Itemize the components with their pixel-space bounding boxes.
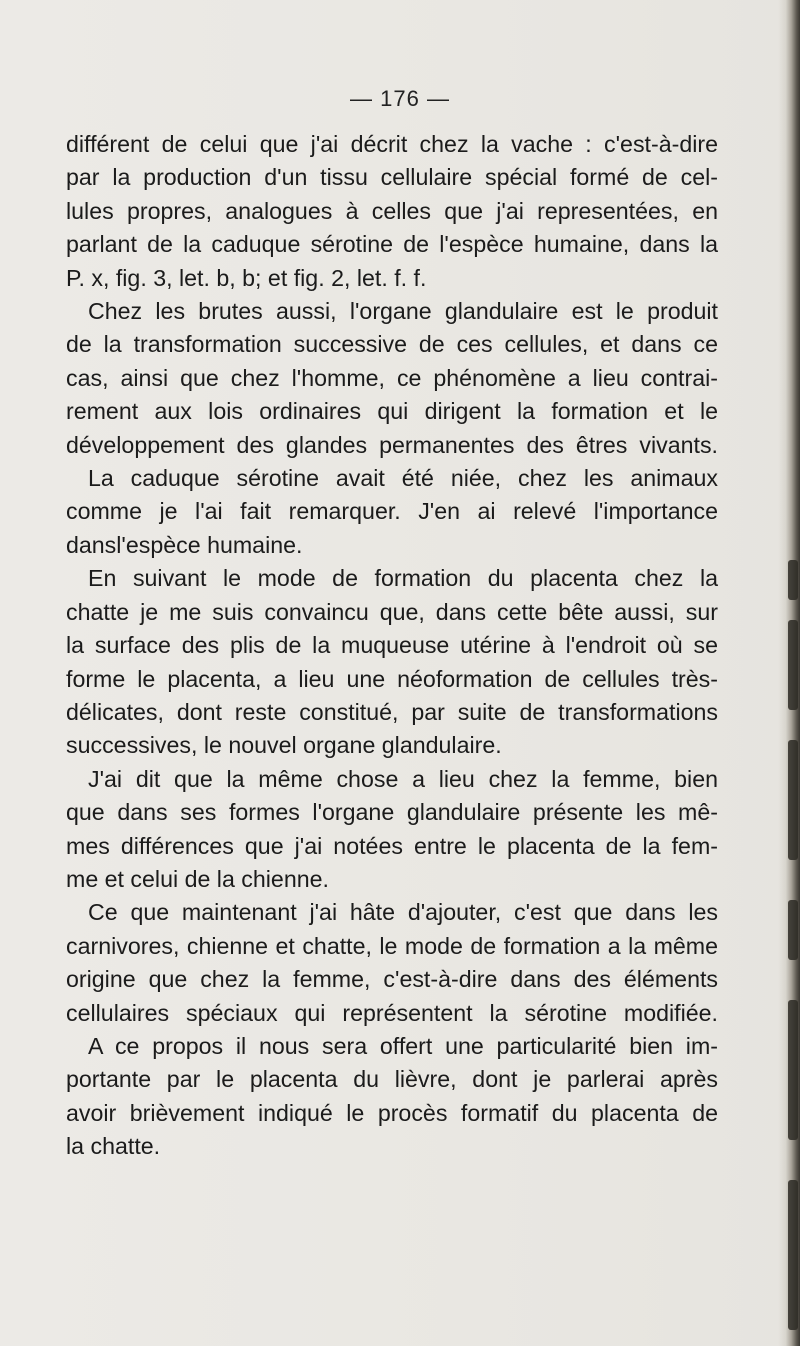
text-line: de la transformation successive de ces cellules, et dans ce <box>66 331 718 358</box>
text-line: mes différences que j'ai notées entre le placenta de la fem- <box>66 832 718 859</box>
text-line: cas, ainsi que chez l'homme, ce phénomène a lieu contrai- <box>66 364 718 391</box>
edge-mark <box>788 1000 798 1140</box>
text-line: cellulaires spéciaux qui représentent la sérotine modifiée. <box>66 999 718 1026</box>
text-line: dansl'espèce humaine. <box>66 531 303 558</box>
edge-mark <box>788 560 798 600</box>
text-line: A ce propos il nous sera offert une particularité bien im- <box>88 1032 718 1059</box>
text-line: chatte je me suis convaincu que, dans cette bête aussi, sur <box>66 598 718 625</box>
text-line: avoir brièvement indiqué le procès formatif du placenta de <box>66 1099 718 1126</box>
text-line: rement aux lois ordinaires qui dirigent la formation et le <box>66 398 718 425</box>
text-line: la chatte. <box>66 1133 161 1160</box>
text-line: lules propres, analogues à celles que j'ai representées, en <box>66 197 718 224</box>
text-line: Ce que maintenant j'ai hâte d'ajouter, c'est que dans les <box>88 899 718 926</box>
edge-mark <box>788 740 798 860</box>
text-line: comme je l'ai fait remarquer. J'en ai relevé l'importance <box>66 498 718 525</box>
text-line: origine que chez la femme, c'est-à-dire dans des éléments <box>66 966 718 993</box>
body-text <box>66 128 718 1164</box>
page-number: — 176 — <box>350 86 450 111</box>
text-line: forme le placenta, a lieu une néoformation de cellules très- <box>66 665 718 692</box>
text-line: me et celui de la chienne. <box>66 865 329 892</box>
text-line: P. x, fig. 3, let. b, b; et fig. 2, let. f. f. <box>66 264 427 291</box>
text-line: En suivant le mode de formation du placenta chez la <box>88 565 718 592</box>
edge-mark <box>788 900 798 960</box>
text-line: la surface des plis de la muqueuse utérine à l'endroit où se <box>66 632 718 659</box>
text-line: différent de celui que j'ai décrit chez la vache : c'est-à-dire <box>66 131 718 157</box>
text-line: par la production d'un tissu cellulaire spécial formé de cel- <box>66 164 718 191</box>
edge-mark <box>788 1180 798 1330</box>
text-line: développement des glandes permanentes des êtres vivants. <box>66 431 718 458</box>
text-line: portante par le placenta du lièvre, dont je parlerai après <box>66 1066 718 1093</box>
text-line: délicates, dont reste constitué, par suite de transformations <box>66 698 718 725</box>
text-line: La caduque sérotine avait été niée, chez les animaux <box>88 465 718 492</box>
edge-mark <box>788 620 798 710</box>
text-line: carnivores, chienne et chatte, le mode de formation a la même <box>66 932 718 959</box>
text-line: J'ai dit que la même chose a lieu chez la femme, bien <box>88 765 718 792</box>
text-line: parlant de la caduque sérotine de l'espèce humaine, dans la <box>66 231 718 258</box>
text-line: que dans ses formes l'organe glandulaire présente les mê- <box>66 799 718 826</box>
text-line: Chez les brutes aussi, l'organe glandulaire est le produit <box>88 298 718 325</box>
page-edge-shadow <box>778 0 800 1346</box>
text-line: successives, le nouvel organe glandulaire. <box>66 732 502 759</box>
